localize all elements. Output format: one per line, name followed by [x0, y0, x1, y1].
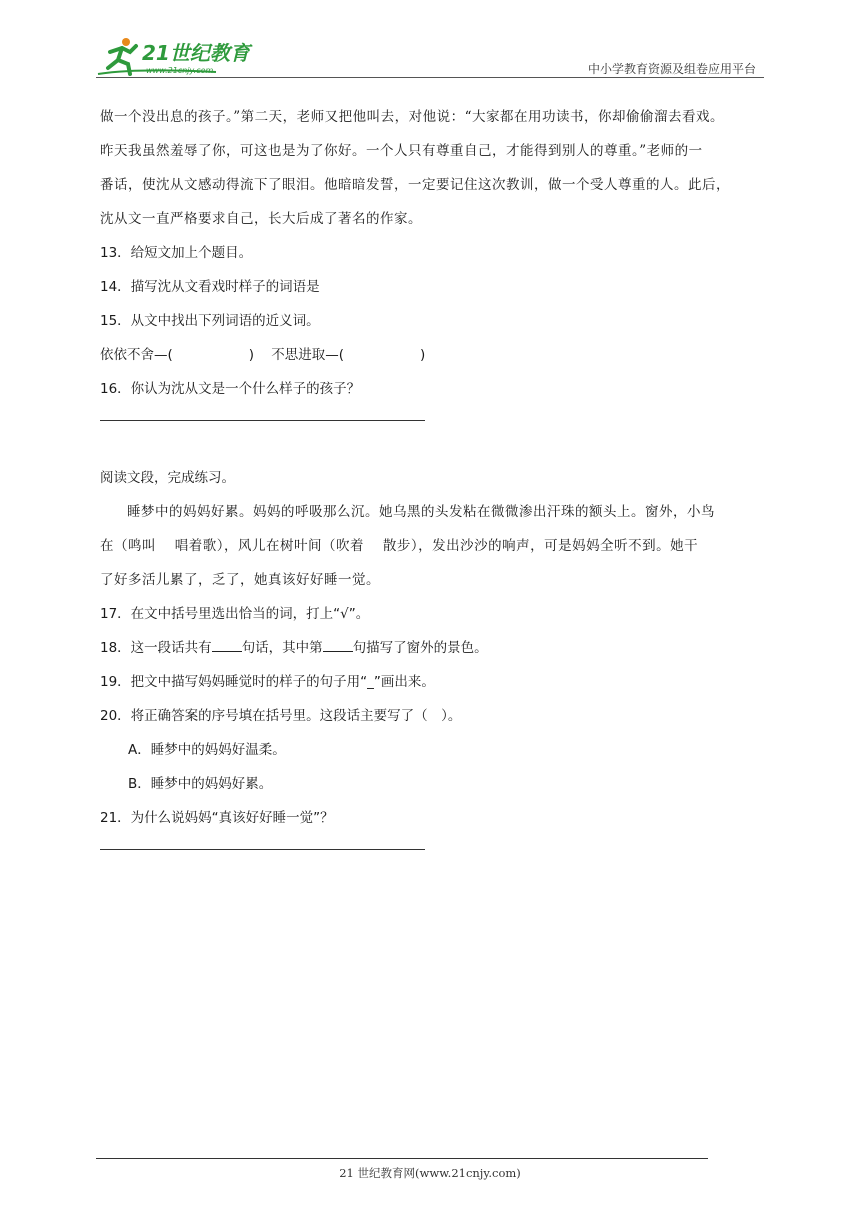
q15-item-a-label: 依依不舍—( [100, 347, 173, 363]
question-21: 21．为什么说妈妈“真该好好睡一觉”？ [100, 810, 334, 826]
runner-logo-icon [96, 34, 266, 78]
question-15-items [100, 338, 765, 372]
q18-part-b: 句话，其中第 [241, 640, 323, 656]
passage-2 [100, 495, 765, 597]
q18-part-a: 18．这一段话共有 [100, 640, 212, 656]
passage-2-line: 在（鸣叫 唱着歌），风儿在树叶间（吹着 散步），发出沙沙的响声，可是妈妈全听不到。她干 [100, 538, 699, 554]
q15-item-b-close: ) [420, 347, 426, 363]
passage-1-line: 做一个没出息的孩子。”第二天，老师又把他叫去，对他说：“大家都在用功读书，你却偷偷溜去看戏。 [100, 109, 725, 125]
passage-2-line: 睡梦中的妈妈好累。妈妈的呼吸那么沉。她乌黑的头发粘在微微渗出汗珠的额头上。窗外，小鸟 [127, 504, 715, 520]
passage-1-line: 沈从文一直严格要求自己，长大后成了著名的作家。 [100, 211, 422, 227]
passage-2-line: 了好多活儿累了，乏了，她真该好好睡一觉。 [100, 572, 380, 588]
section-2-intro: 阅读文段，完成练习。 [100, 470, 235, 486]
q18-part-c: 句描写了窗外的景色。 [352, 640, 488, 656]
site-logo [96, 34, 266, 78]
option-a[interactable]: A．睡梦中的妈妈好温柔。 [128, 742, 286, 758]
question-13: 13．给短文加上个题目。 [100, 245, 253, 261]
logo-url: www.21cnjy.com [146, 66, 214, 75]
header-platform-text: 中小学教育资源及组卷应用平台 [587, 62, 756, 76]
header-divider [96, 77, 764, 78]
option-b[interactable]: B．睡梦中的妈妈好累。 [128, 776, 273, 792]
page-header [0, 0, 860, 80]
answer-line-21[interactable] [100, 849, 425, 850]
passage-1-line: 番话，使沈从文感动得流下了眼泪。他暗暗发誓，一定要记住这次教训，做一个受人尊重的人。此后， [100, 177, 730, 193]
footer-divider [96, 1158, 708, 1159]
question-14: 14．描写沈从文看戏时样子的词语是 [100, 279, 320, 295]
question-19: 19．把文中描写妈妈睡觉时的样子的句子用“_”画出来。 [100, 674, 435, 690]
question-17: 17．在文中括号里选出恰当的词，打上“√”。 [100, 606, 370, 622]
question-18 [100, 631, 765, 665]
question-20: 20．将正确答案的序号填在括号里。这段话主要写了（ ）。 [100, 708, 462, 724]
q18-blank-1[interactable] [212, 637, 242, 652]
main-content [100, 100, 765, 850]
q15-item-a-close: ) [248, 347, 255, 363]
q18-blank-2[interactable] [323, 637, 353, 652]
footer-text: 21 世纪教育网(www.21cnjy.com) [339, 1166, 521, 1180]
question-15: 15．从文中找出下列词语的近义词。 [100, 313, 320, 329]
passage-1-line: 昨天我虽然羞辱了你，可这也是为了你好。一个人只有尊重自己，才能得到别人的尊重。”老师的一 [100, 143, 703, 159]
passage-1 [100, 100, 765, 236]
question-16: 16．你认为沈从文是一个什么样子的孩子？ [100, 381, 361, 397]
q15-item-b-label: 不思进取—( [271, 347, 345, 363]
logo-text: 21世纪教育 [142, 41, 250, 65]
